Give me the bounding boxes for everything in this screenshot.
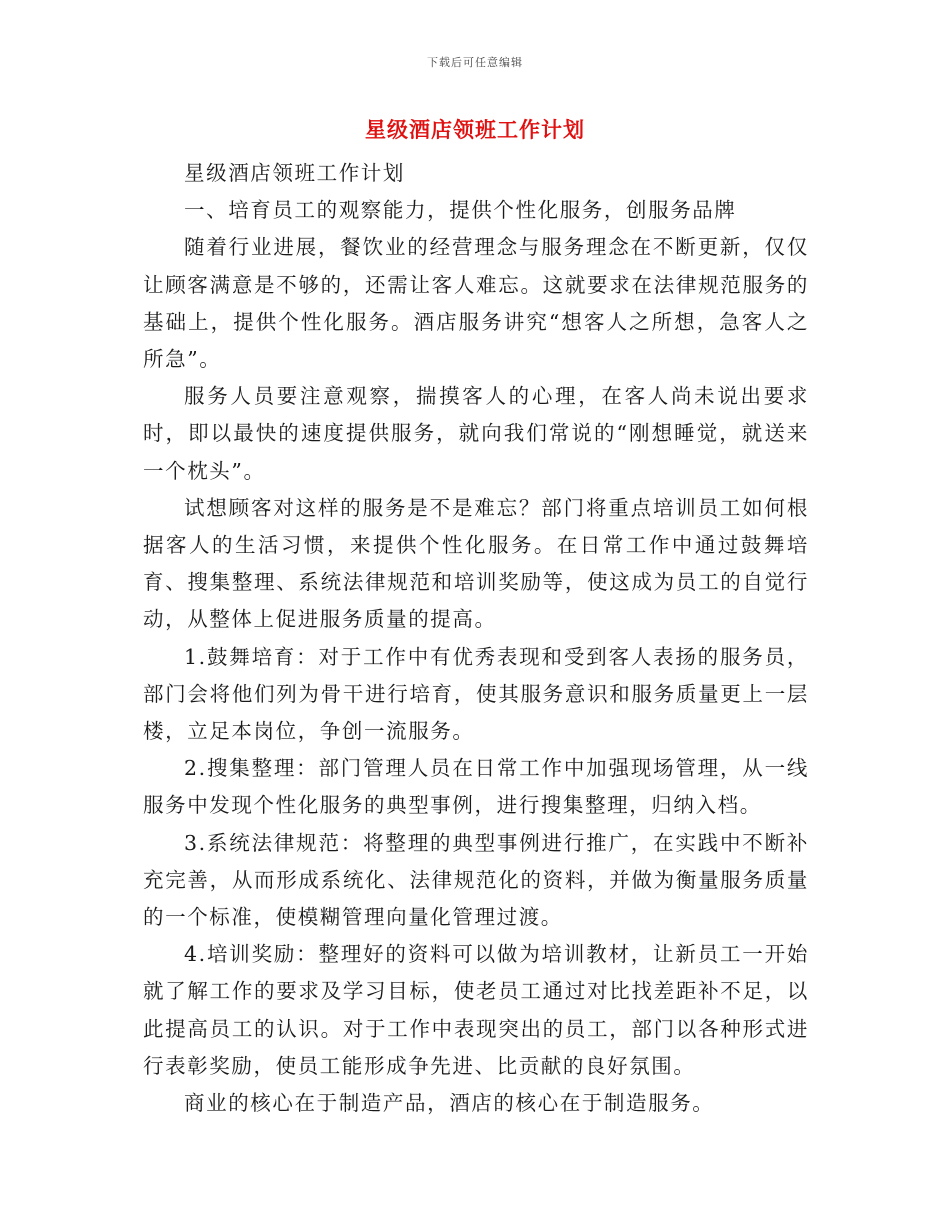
paragraph-subtitle: 星级酒店领班工作计划 bbox=[184, 161, 405, 185]
document-body bbox=[143, 155, 809, 1122]
paragraph-body: 试想顾客对这样的服务是不是难忘？部门将重点培训员工如何根据客人的生活习惯，来提供个性化服务。在日常工作中通过鼓舞培育、搜集整理、系统法律规范和培训奖励等，使这成为员工的自觉行动，从整体上促进服务质量的提高。 bbox=[143, 495, 809, 632]
paragraph-item-4: 4.培训奖励：整理好的资料可以做为培训教材，让新员工一开始就了解工作的要求及学习目标，使老员工通过对比找差距补不足，以此提高员工的认识。对于工作中表现突出的员工，部门以各种形式进行表彰奖励，使员工能形成争先进、比贡献的良好氛围。 bbox=[143, 942, 809, 1078]
paragraph-item-1: 1.鼓舞培育：对于工作中有优秀表现和受到客人表扬的服务员，部门会将他们列为骨干进行培育，使其服务意识和服务质量更上一层楼，立足本岗位，争创一流服务。 bbox=[143, 644, 809, 744]
paragraph-body: 服务人员要注意观察，揣摸客人的心理，在客人尚未说出要求时，即以最快的速度提供服务，就向我们常说的“刚想睡觉，就送来一个枕头”。 bbox=[143, 384, 809, 483]
paragraph-section-heading: 一、培育员工的观察能力，提供个性化服务，创服务品牌 bbox=[184, 198, 737, 223]
page-header-note: 下载后可任意编辑 bbox=[427, 56, 523, 69]
paragraph-body: 随着行业进展，餐饮业的经营理念与服务理念在不断更新，仅仅让顾客满意是不够的，还需让客人难忘。这就要求在法律规范服务的基础上，提供个性化服务。酒店服务讲究“想客人之所想，急客人之所急”。 bbox=[143, 235, 809, 372]
paragraph-item-3: 3.系统法律规范：将整理的典型事例进行推广，在实践中不断补充完善，从而形成系统化、法律规范化的资料，并做为衡量服务质量的一个标准，使模糊管理向量化管理过渡。 bbox=[143, 830, 809, 930]
paragraph-item-2: 2.搜集整理：部门管理人员在日常工作中加强现场管理，从一线服务中发现个性化服务的典型事例，进行搜集整理，归纳入档。 bbox=[143, 756, 809, 818]
paragraph-body: 商业的核心在于制造产品，酒店的核心在于制造服务。 bbox=[184, 1091, 715, 1116]
document-title: 星级酒店领班工作计划 bbox=[365, 117, 585, 142]
